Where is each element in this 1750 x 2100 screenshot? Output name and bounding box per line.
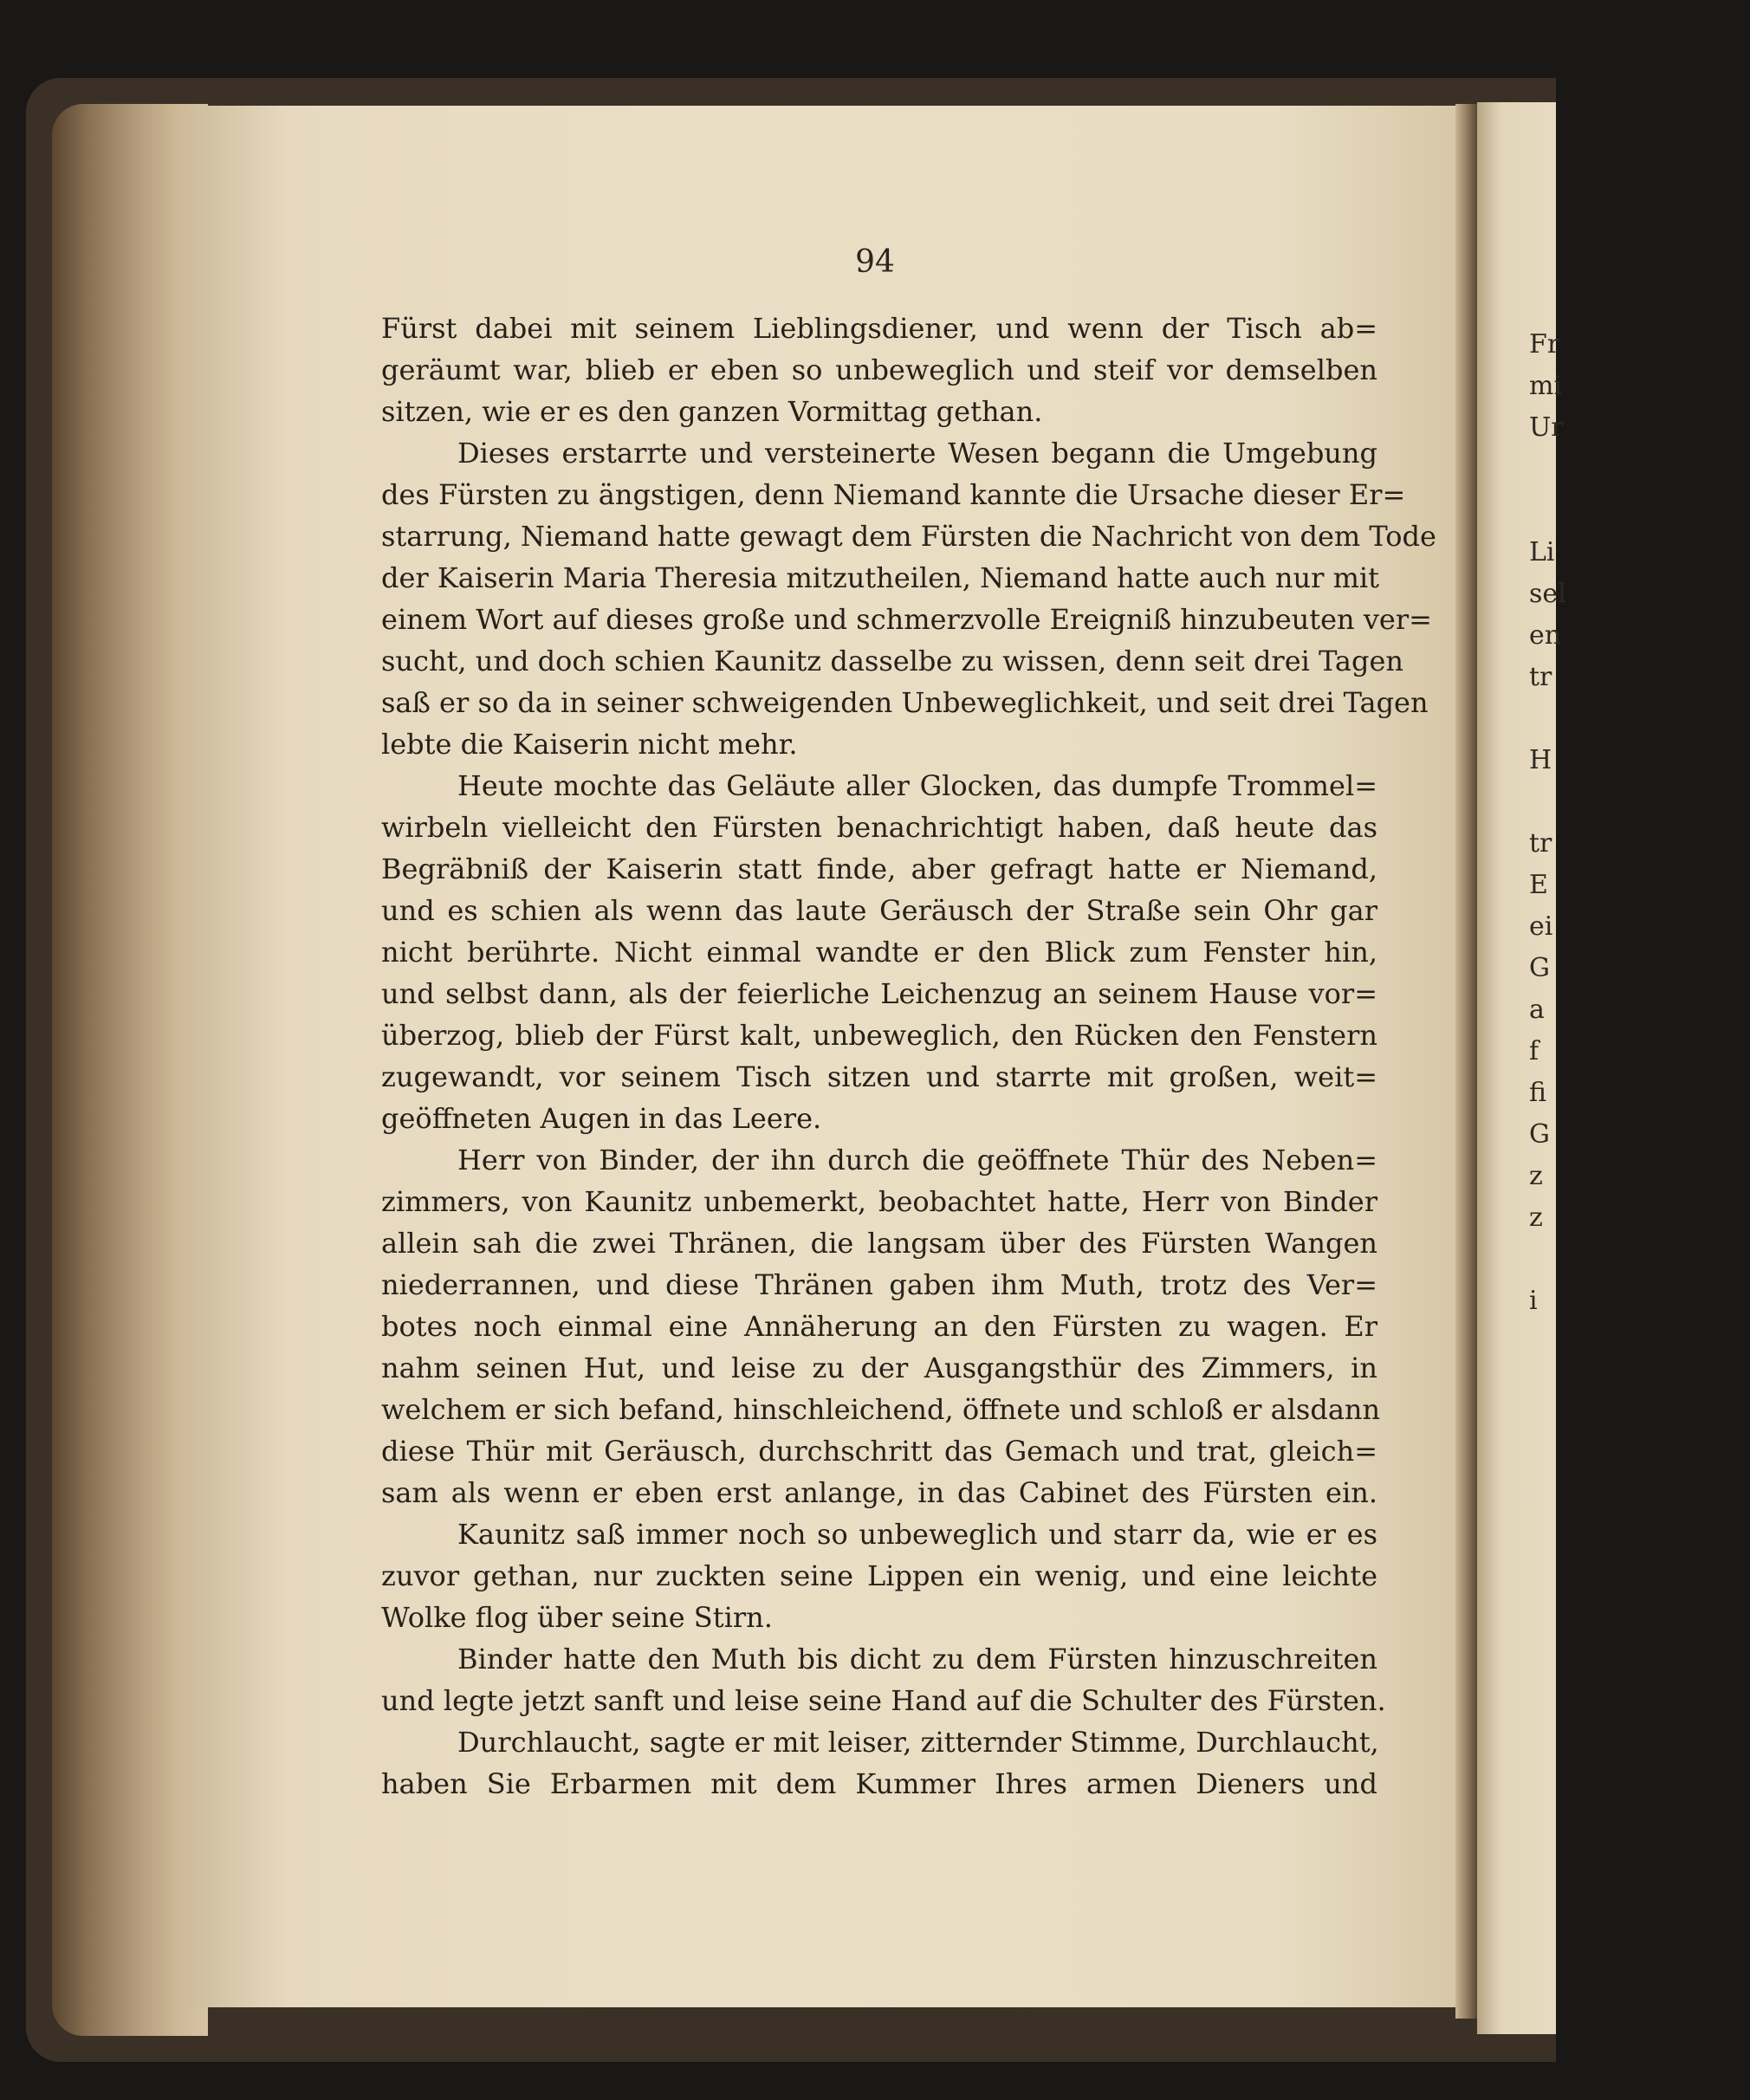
right-page-fragment: f xyxy=(1529,1036,1539,1066)
right-page-fragment: ei xyxy=(1529,911,1553,942)
text-line: zugewandt, vor seinem Tisch sitzen und starrte mit großen, weit= xyxy=(381,1060,1377,1093)
right-page-fragment: tr xyxy=(1529,662,1552,692)
text-line: Durchlaucht, sagte er mit leiser, zitternder Stimme, Durchlaucht, xyxy=(457,1726,1379,1759)
text-line: Kaunitz saß immer noch so unbeweglich und starr da, wie er es xyxy=(457,1518,1377,1551)
text-line: Dieses erstarrte und versteinerte Wesen begann die Umgebung xyxy=(457,437,1377,470)
text-line: botes noch einmal eine Annäherung an den Fürsten zu wagen. Er xyxy=(381,1310,1377,1343)
text-line: sam als wenn er eben erst anlange, in das Cabinet des Fürsten ein. xyxy=(381,1476,1377,1509)
right-page-fragment: Fr xyxy=(1529,329,1560,360)
text-line: Wolke flog über seine Stirn. xyxy=(381,1601,773,1634)
right-page-fragment: tr xyxy=(1529,828,1552,859)
text-line: Fürst dabei mit seinem Lieblingsdiener, und wenn der Tisch ab= xyxy=(381,312,1377,345)
text-line: diese Thür mit Geräusch, durchschritt das Gemach und trat, gleich= xyxy=(381,1435,1377,1468)
text-line: allein sah die zwei Thränen, die langsam über des Fürsten Wangen xyxy=(381,1227,1377,1260)
text-line: Herr von Binder, der ihn durch die geöffnete Thür des Neben= xyxy=(457,1144,1377,1176)
right-page-fragment: z xyxy=(1529,1161,1543,1191)
text-line: nicht berührte. Nicht einmal wandte er den Blick zum Fenster hin, xyxy=(381,936,1377,969)
right-page-fragment: G xyxy=(1529,953,1550,983)
right-page-fragment: sel xyxy=(1529,579,1566,609)
right-page-fragment: z xyxy=(1529,1202,1543,1233)
text-line: starrung, Niemand hatte gewagt dem Fürsten die Nachricht von dem Tode xyxy=(381,520,1436,553)
text-line: und es schien als wenn das laute Geräusch der Straße sein Ohr gar xyxy=(381,894,1377,927)
text-line: und selbst dann, als der feierliche Leichenzug an seinem Hause vor= xyxy=(381,977,1377,1010)
text-line: zuvor gethan, nur zuckten seine Lippen ein wenig, und eine leichte xyxy=(381,1559,1377,1592)
right-page-fragment: G xyxy=(1529,1119,1550,1150)
right-page-fragment: H xyxy=(1529,745,1552,775)
text-line: nahm seinen Hut, und leise zu der Ausgangsthür des Zimmers, in xyxy=(381,1351,1377,1384)
text-line: zimmers, von Kaunitz unbemerkt, beobachtet hatte, Herr von Binder xyxy=(381,1185,1377,1218)
right-page-fragment: en xyxy=(1529,620,1562,651)
right-page-fragment: E xyxy=(1529,870,1548,900)
text-line: Binder hatte den Muth bis dicht zu dem Fürsten hinzuschreiten xyxy=(457,1643,1377,1675)
text-line: wirbeln vielleicht den Fürsten benachrichtigt haben, daß heute das xyxy=(381,811,1377,844)
text-line: haben Sie Erbarmen mit dem Kummer Ihres armen Dieners und xyxy=(381,1767,1377,1800)
text-line: des Fürsten zu ängstigen, denn Niemand kannte die Ursache dieser Er= xyxy=(381,478,1406,511)
text-line: geräumt war, blieb er eben so unbeweglich und steif vor demselben xyxy=(381,353,1377,386)
right-page-fragment: fi xyxy=(1529,1078,1547,1108)
text-line: und legte jetzt sanft und leise seine Hand auf die Schulter des Fürsten. xyxy=(381,1684,1386,1717)
text-line: niederrannen, und diese Thränen gaben ihm Muth, trotz des Ver= xyxy=(381,1268,1377,1301)
right-page-fragment: Li xyxy=(1529,537,1555,567)
text-line: Begräbniß der Kaiserin statt finde, aber gefragt hatte er Niemand, xyxy=(381,852,1377,885)
text-line: sucht, und doch schien Kaunitz dasselbe zu wissen, denn seit drei Tagen xyxy=(381,645,1404,677)
text-line: sitzen, wie er es den ganzen Vormittag gethan. xyxy=(381,395,1043,428)
page-number: 94 xyxy=(855,244,895,280)
right-page-fragment: i xyxy=(1529,1286,1538,1316)
text-line: überzog, blieb der Fürst kalt, unbeweglich, den Rücken den Fenstern xyxy=(381,1019,1377,1052)
text-line: lebte die Kaiserin nicht mehr. xyxy=(381,728,798,761)
text-line: welchem er sich befand, hinschleichend, öffnete und schloß er alsdann xyxy=(381,1393,1381,1426)
right-page-fragment: Ur xyxy=(1529,412,1564,443)
text-line: der Kaiserin Maria Theresia mitzutheilen, Niemand hatte auch nur mit xyxy=(381,561,1379,594)
body-text xyxy=(381,308,1436,1805)
text-line: einem Wort auf dieses große und schmerzvolle Ereigniß hinzubeuten ver= xyxy=(381,603,1432,636)
right-page-fragment: mi xyxy=(1529,371,1563,401)
text-line: Heute mochte das Geläute aller Glocken, das dumpfe Trommel= xyxy=(457,769,1377,802)
right-page-fragment: a xyxy=(1529,995,1545,1025)
text-line: saß er so da in seiner schweigenden Unbeweglichkeit, und seit drei Tagen xyxy=(381,686,1429,719)
page-stack-edge xyxy=(52,104,208,2036)
text-line: geöffneten Augen in das Leere. xyxy=(381,1102,822,1135)
